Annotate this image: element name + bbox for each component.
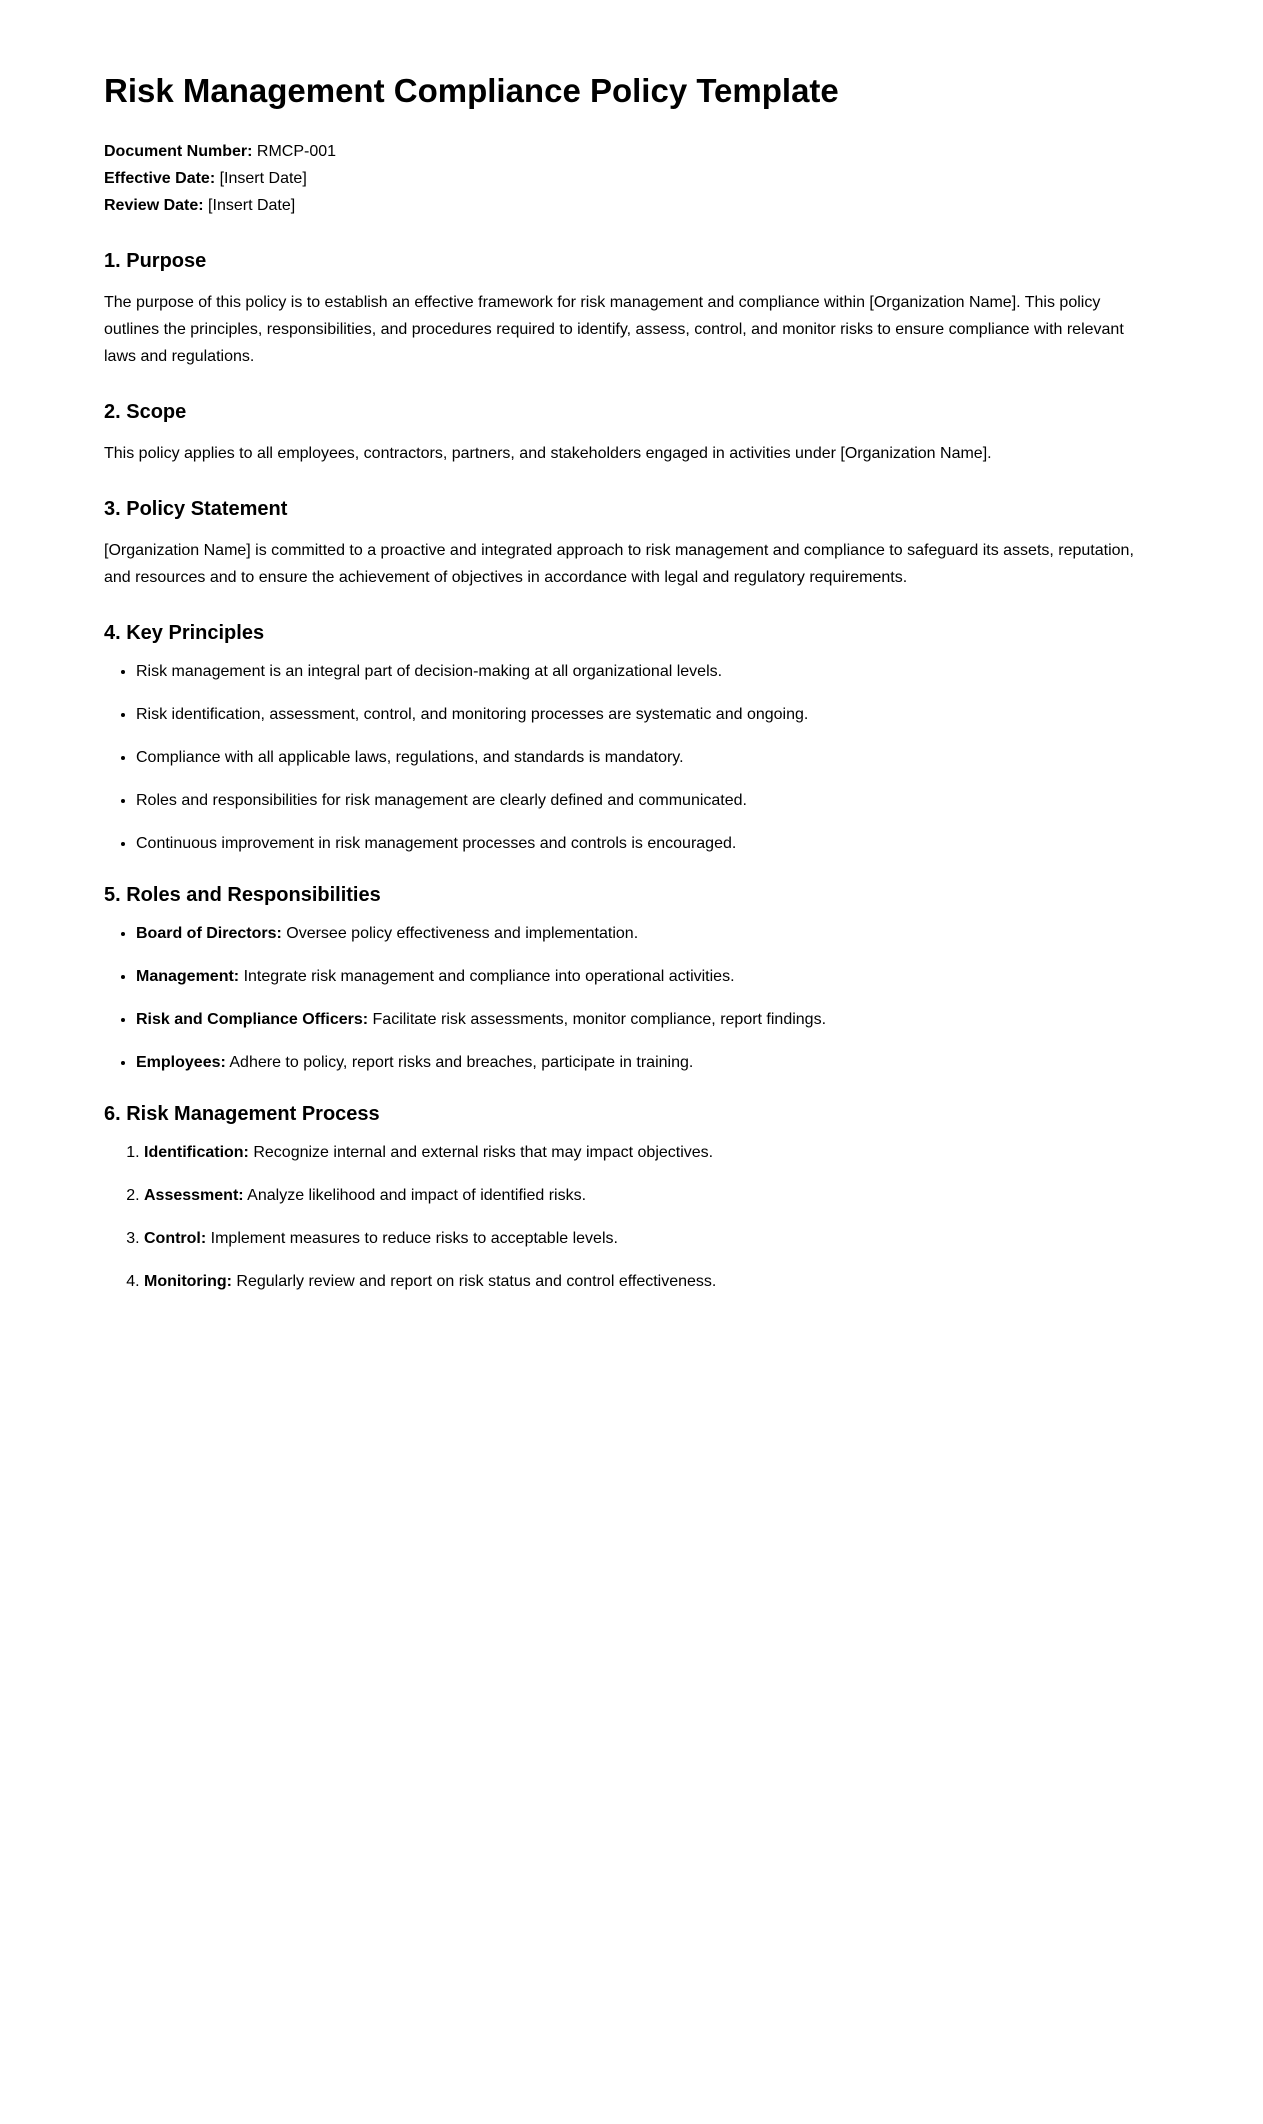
role-term: Employees: [136, 1054, 226, 1071]
list-item: • Roles and responsibilities for risk management are clearly defined and communicated. [136, 790, 1134, 812]
list-item: • Continuous improvement in risk management processes and controls is encouraged. [136, 833, 1134, 855]
roles-list [104, 923, 1134, 1074]
role-desc: Integrate risk management and compliance into operational activities. [243, 968, 735, 985]
section-text: This policy applies to all employees, contractors, partners, and stakeholders engaged in activities under [Organization Name]. [104, 445, 992, 462]
list-item [136, 923, 1134, 945]
review-date [104, 192, 1134, 219]
section-heading: 4. Key Principles [104, 622, 265, 644]
step-term: Assessment: [144, 1187, 244, 1204]
section-heading: 1. Purpose [104, 250, 207, 272]
role-desc: Adhere to policy, report risks and breaches, participate in training. [229, 1054, 694, 1071]
section-text: [Organization Name] is committed to a proactive and integrated approach to risk management and compliance to safeguard its assets, reputation, and resources and to ensure the achievement of objectives in accordance with legal and regulatory requirements. [104, 542, 1134, 586]
list-item [144, 1228, 1134, 1250]
review-date-value: [Insert Date] [208, 197, 296, 214]
step-desc: Analyze likelihood and impact of identified risks. [247, 1187, 587, 1204]
role-desc: Facilitate risk assessments, monitor compliance, report findings. [372, 1011, 827, 1028]
section-heading: 6. Risk Management Process [104, 1103, 380, 1125]
process-list [104, 1142, 1134, 1293]
section-heading: 3. Policy Statement [104, 498, 288, 520]
section-key-principles [104, 619, 1134, 855]
list-item: • Compliance with all applicable laws, regulations, and standards is mandatory. [136, 747, 1134, 769]
role-term: Management: [136, 968, 240, 985]
section-heading: 5. Roles and Responsibilities [104, 884, 381, 906]
document-meta [104, 138, 1134, 219]
effective-date [104, 165, 1134, 192]
step-term: Control: [144, 1230, 207, 1247]
role-term: Risk and Compliance Officers: [136, 1011, 369, 1028]
section-policy-statement [104, 495, 1134, 591]
list-item [144, 1271, 1134, 1293]
section-process [104, 1100, 1134, 1293]
step-desc: Recognize internal and external risks that may impact objectives. [253, 1144, 714, 1161]
list-item [136, 966, 1134, 988]
step-term: Identification: [144, 1144, 249, 1161]
page-title: Risk Management Compliance Policy Template [104, 72, 839, 109]
list-item [144, 1142, 1134, 1164]
step-term: Monitoring: [144, 1273, 232, 1290]
section-scope [104, 398, 1134, 467]
list-item: • Risk identification, assessment, control, and monitoring processes are systematic and ongoing. [136, 704, 1134, 726]
section-heading: 2. Scope [104, 401, 187, 423]
effective-date-label: Effective Date: [104, 170, 216, 187]
step-desc: Regularly review and report on risk status and control effectiveness. [236, 1273, 717, 1290]
review-date-label: Review Date: [104, 197, 204, 214]
list-item [144, 1185, 1134, 1207]
list-item [136, 1052, 1134, 1074]
role-term: Board of Directors: [136, 925, 282, 942]
effective-date-value: [Insert Date] [219, 170, 307, 187]
document-page [104, 64, 1134, 1294]
key-principles-list [104, 661, 1134, 855]
list-item [136, 1009, 1134, 1031]
document-number-label: Document Number: [104, 143, 253, 160]
list-item: • Risk management is an integral part of decision-making at all organizational levels. [136, 661, 1134, 683]
section-text: The purpose of this policy is to establish an effective framework for risk management and compliance within [Organization Name]. This policy outlines the principles, responsibilities, and procedures required to identify, assess, control, and monitor risks to ensure compliance with relevant laws and regulations. [104, 294, 1124, 365]
section-purpose [104, 247, 1134, 370]
step-desc: Implement measures to reduce risks to acceptable levels. [210, 1230, 618, 1247]
section-roles [104, 881, 1134, 1074]
role-desc: Oversee policy effectiveness and implementation. [286, 925, 639, 942]
document-number-value: RMCP-001 [256, 143, 337, 160]
document-number [104, 138, 1134, 165]
